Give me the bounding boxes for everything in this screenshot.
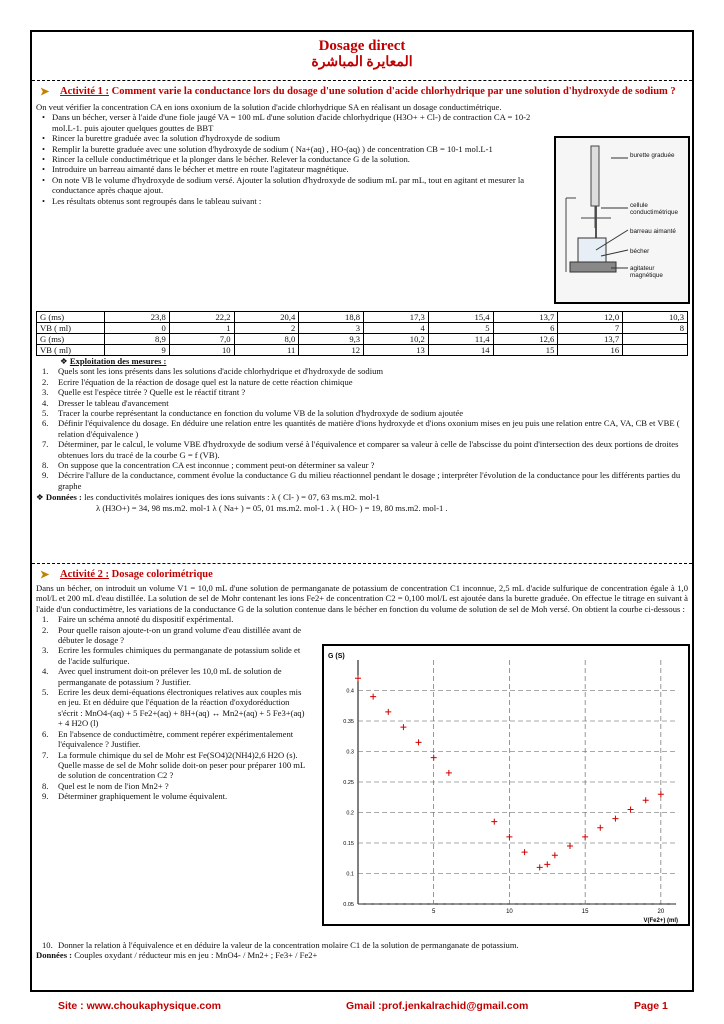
table-cell: 22,2 [169,312,234,323]
question-text: Ecrire l'équation de la réaction de dosage quel est la nature de cette réaction chimique [58,376,353,387]
activity-1-questions [36,366,688,491]
activity-1-text [36,102,550,206]
section-divider [32,80,692,81]
table-row [37,323,688,334]
question-item: 5. Tracer la courbe représentant la conductance en fonction du volume VB de la solution d'hydroxyde de sodium ajoutée [42,408,464,419]
data-point [522,849,528,855]
table-cell: 15,4 [428,312,493,323]
procedure-step: • Les résultats obtenus sont regroupés dans le tableau suivant : [42,196,550,206]
arrow-icon: ➤ [40,569,50,581]
data-point [400,724,406,730]
donnees-line-1: les conductivités molaires ioniques des ions suivants : λ ( Cl- ) = 07, 63 ms.m2. mol-1 [84,492,380,503]
question-item: 10. Donner la relation à l'équivalence et en déduire la valeur de la concentration molaire C1 de la solution de permanganate de potassium. [42,940,519,950]
table-cell: 18,8 [299,312,364,323]
question-text: Quel est le nom de l'ion Mn2+ ? [58,780,169,791]
question-item: 5. Ecrire les deux demi-équations électroniques relatives aux couples mis en jeu. Et en déduire que l'équation de la réaction d'oxydoréduction s'écrit : MnO4-(aq) + 5 Fe2+(aq) + 8H+(aq) ↔ Mn2+(aq) + 5 Fe3+(aq) + 4 H2O (l) [42,687,305,729]
data-point [612,816,618,822]
footer [30,997,694,1017]
question-text: Ecrire les deux demi-équations électroniques relatives aux couples mis en jeu. Et en déduire que l'équation de la réaction d'oxydoréduction s'écrit : MnO4-(aq) + 5 Fe2+(aq) + 8H+(aq) ↔ Mn2+(aq) + 5 Fe3+(aq) + 4 H2O (l) [58,687,305,729]
y-axis-label: G (S) [328,653,345,660]
question-item: 8. Quel est le nom de l'ion Mn2+ ? [42,780,169,791]
question-text: Décrire l'allure de la conductance, comment évolue la conductance G du milieu réactionnel pendant le dosage ; interpréter l'évolution de la conductance pour les différents parties du graphe [58,470,681,491]
activity-2-title [36,569,688,581]
question-text: Faire un schéma annoté du dispositif expérimental. [58,614,234,625]
donnees-label: Données : [45,492,82,503]
data-point [643,797,649,803]
question-text: Donner la relation à l'équivalence et en déduire la valeur de la concentration molaire C1 de la solution de permanganate de potassium. [58,940,519,950]
table-cell: 12,0 [558,312,623,323]
table-cell: 8 [623,323,688,334]
question-text: Ecrire les formules chimiques du permanganate de potassium solide et de l'acide sulfurique. [58,645,301,666]
y-tick-label: 0.05 [343,902,354,908]
question-item: 2. Ecrire l'équation de la réaction de dosage quel est la nature de cette réaction chimique [42,376,353,387]
question-text: Quels sont les ions présents dans les solutions d'acide chlorhydrique et d'hydroxyde de sodium [58,366,384,377]
y-tick-label: 0.35 [343,719,354,725]
figure-label-barreau: barreau aimanté [630,228,676,235]
table-cell: VB ( ml) [37,345,105,356]
title-arabic: المعايرة المباشرة [311,55,413,70]
y-tick-label: 0.15 [343,841,354,847]
question-text: En l'absence de conductimètre, comment repérer expérimentalement l'équivalence ? Justifier. [58,728,294,750]
question-item: 1. Quels sont les ions présents dans les solutions d'acide chlorhydrique et d'hydroxyde de sodium [42,366,384,377]
diamond-icon: ❖ [60,356,70,366]
conductance-chart-svg [324,646,688,924]
question-item: 7. La formule chimique du sel de Mohr est Fe(SO4)2(NH4)2,6 H2O (s). Quelle masse de sel de Mohr solide doit-on peser pour préparer 100 mL de solution de concentration C2 ? [42,749,305,781]
question-text: Avec quel instrument doit-on prélever les 10,0 mL de solution de permanganate de potassium ? Justifier. [58,666,282,687]
table-cell: 11,4 [428,334,493,345]
activity-2-label: Activité 2 : [60,569,109,580]
table-cell: 12,6 [493,334,558,345]
footer-site: Site : www.choukaphysique.com [58,1000,221,1012]
donnees-line-2: λ (H3O+) = 34, 98 ms.m2. mol-1 λ ( Na+ ) = 05, 01 ms.m2. mol-1 . λ ( HO- ) = 19, 80 ms.m2. mol-1 . [96,502,448,513]
table-cell [623,345,688,356]
data-point [552,852,558,858]
data-point [431,755,437,761]
table-cell: 17,3 [364,312,429,323]
table-cell: 0 [105,323,170,334]
activity-2-heading: Dosage colorimétrique [111,569,213,580]
activity-1-title [36,86,688,98]
table-cell: 3 [299,323,364,334]
table-cell: 13,7 [493,312,558,323]
donnees-label: Données : [36,950,73,961]
question-text: Tracer la courbe représentant la conductance en fonction du volume VB de la solution d'hydroxyde de sodium ajoutée [58,408,464,419]
data-point [385,709,391,715]
titration-setup-figure [554,136,690,304]
donnees-couples: Couples oxydant / réducteur mis en jeu : MnO4- / Mn2+ ; Fe3+ / Fe2+ [74,950,318,961]
procedure-step: • Rincer la cellule conductimétrique et la plonger dans le bécher. Relever la conductance G de la solution. [42,154,550,164]
question-item: 9. Décrire l'allure de la conductance, comment évolue la conductance G du milieu réactionnel pendant le dosage ; interpréter l'évolution de la conductance pour les différents parties du graphe [42,470,681,491]
figure-label-cellule: cellule conductimétrique [630,202,678,216]
table-cell: 10,3 [623,312,688,323]
exploitation-section [36,356,688,513]
y-tick-label: 0.2 [346,810,354,817]
figure-label-becher: bécher [630,248,650,255]
procedure-step: • Rincer la burettre graduée avec la solution d'hydroxyde de sodium [42,133,550,143]
table-cell: 10 [169,345,234,356]
question-text: La formule chimique du sel de Mohr est Fe(SO4)2(NH4)2,6 H2O (s). Quelle masse de sel de Mohr solide doit-on peser pour préparer 100 mL de solution de concentration C2 ? [58,749,305,781]
data-point [597,825,603,831]
table-cell: G (ms) [37,312,105,323]
table-cell: 5 [428,323,493,334]
x-tick-label: 20 [657,909,665,915]
footer-rule [30,990,694,992]
title-french: Dosage direct [318,38,406,54]
activity-2-end [36,940,688,961]
table-cell: 13 [364,345,429,356]
table-cell: G (ms) [37,334,105,345]
table-cell: 9,3 [299,334,364,345]
exploitation-title: Exploitation des mesures : [69,356,167,366]
data-point [370,694,376,700]
y-tick-label: 0.25 [343,780,354,786]
activity-2-intro: Dans un bécher, on introduit un volume V1 = 10,0 mL d'une solution de permanganate de potassium de concentration C1 inconnue, 2,5 mL d'acide sulfurique de concentration égale à 1,0 mol/L et 200 mL d'eau distillée. La solution de sel de Mohr contenant les ions Fe2+ de concentration C2 = 0,100 mol/L est ajoutée dans la burette graduée. On effectue le titrage en suivant à l'aide d'un conductimètre, les variations de la conductance G de la solution contenue dans le bécher en fonction du volume de solution de sel de Moh versé. On obtient la courbe ci-dessous : [36,583,688,614]
procedure-step: • Introduire un barreau aimanté dans le bécher et mettre en route l'agitateur magnétique. [42,164,550,174]
activity-2-final-question [36,940,688,950]
data-point [355,675,361,681]
data-point [582,834,588,840]
section-divider [32,563,692,564]
data-point [567,843,573,849]
procedure-step: • Dans un bécher, verser à l'aide d'une fiole jaugé VA = 100 mL d'une solution d'acide chlorhydrique (H3O+ + Cl-) de contraction CA = 10-2 mol.L-1. puis ajouter quelques gouttes de BBT [42,112,550,133]
x-tick-label: 10 [506,909,513,915]
table-cell: 8,0 [234,334,299,345]
footer-gmail: Gmail :prof.jenkalrachid@gmail.com [346,1000,529,1012]
arrow-icon: ➤ [40,86,50,98]
question-item: 4. Avec quel instrument doit-on prélever les 10,0 mL de solution de permanganate de potassium ? Justifier. [42,666,282,687]
data-point [658,791,664,797]
procedure-step: • On note VB le volume d'hydroxyde de sodium versé. Ajouter la solution d'hydroxyde de sodium mL par mL, tout en agitant et mesurer la conductance après chaque ajout. [42,175,550,196]
table-cell: 23,8 [105,312,170,323]
table-cell: 1 [169,323,234,334]
table-cell: 12 [299,345,364,356]
table-cell: 7 [558,323,623,334]
table-cell: 16 [558,345,623,356]
figure-label-agitateur: agitateur magnétique [630,265,663,279]
table-cell: 14 [428,345,493,356]
footer-page: Page 1 [634,1000,668,1012]
question-text: On suppose que la concentration CA est inconnue ; comment peut-on déterminer sa valeur ? [58,460,375,471]
activity-1-intro: On veut vérifier la concentration CA en ions oxonium de la solution d'acide chlorhydrique SA en réalisant un dosage conductimétrique. [36,102,502,112]
table-cell: 4 [364,323,429,334]
table-cell: 2 [234,323,299,334]
table-cell: 11 [234,345,299,356]
question-text: Déterminer graphiquement le volume équivalent. [58,791,228,802]
question-item: 2. Pour quelle raison ajoute-t-on un grand volume d'eau distillée avant de débuter le dosage ? [42,624,302,646]
x-axis-label: V(Fe2+) (ml) [643,918,678,924]
question-item: 7. Déterminer, par le calcul, le volume VBE d'hydroxyde de sodium versé à l'équivalence et comparer sa valeur à celle de l'abscisse du point d'intersection des deux portions de droites obtenues lors du tracé de la courbe G = f (VB). [42,439,679,460]
y-tick-label: 0.1 [346,871,354,878]
conductance-chart [322,644,690,926]
question-text: Déterminer, par le calcul, le volume VBE d'hydroxyde de sodium versé à l'équivalence et comparer sa valeur à celle de l'abscisse du point d'intersection des deux portions de droites obtenues lors du tracé de la courbe G = f (VB). [58,439,679,460]
question-item: 6. En l'absence de conductimètre, comment repérer expérimentalement l'équivalence ? Justifier. [42,728,294,750]
table-row [37,312,688,323]
y-tick-label: 0.4 [346,688,354,695]
table-cell: VB ( ml) [37,323,105,334]
table-cell: 8,9 [105,334,170,345]
y-tick-label: 0.3 [346,749,354,756]
question-text: Définir l'équivalence du dosage. En déduire une relation entre les quantités de matière d'ions hydroxyde et d'ions oxonium mises en jeu puis une relation entre CA, VA, CB et VBE ( relation d'équivalence ) [58,418,680,439]
procedure-list [36,112,550,206]
question-item: 1. Faire un schéma annoté du dispositif expérimental. [42,614,234,625]
x-tick-label: 15 [581,909,589,915]
procedure-step: • Remplir la burette graduée avec une solution d'hydroxyde de sodium ( Na+(aq) , HO-(aq) ) de concentration CB = 10-1 mol.L-1 [42,144,550,154]
data-point [628,806,634,812]
table-cell [623,334,688,345]
table-cell: 9 [105,345,170,356]
data-point [506,834,512,840]
data-point [446,770,452,776]
figure-label-burette: burette graduée [630,152,675,159]
data-point [416,739,422,745]
data-point [537,864,543,870]
question-item: 3. Quelle est l'espèce titrée ? Quelle est le réactif titrant ? [42,387,246,398]
table-row [37,345,688,356]
question-item: 3. Ecrire les formules chimiques du permanganate de potassium solide et de l'acide sulfurique. [42,645,301,666]
data-point [491,819,497,825]
question-text: Dresser le tableau d'avancement [58,397,169,408]
table-cell: 7,0 [169,334,234,345]
worksheet-page [30,30,694,992]
x-tick-label: 5 [432,909,436,915]
question-item: 9. Déterminer graphiquement le volume équivalent. [42,791,228,802]
diamond-icon: ❖ [36,492,46,503]
table-cell: 20,4 [234,312,299,323]
activity-1-label: Activité 1 : [60,86,109,97]
question-item: 8. On suppose que la concentration CA est inconnue ; comment peut-on déterminer sa valeur ? [42,460,375,471]
question-text: Quelle est l'espèce titrée ? Quelle est le réactif titrant ? [58,387,246,398]
table-cell: 15 [493,345,558,356]
results-table-wrap [36,311,688,356]
question-text: Pour quelle raison ajoute-t-on un grand volume d'eau distillée avant de débuter le dosage ? [58,624,302,646]
table-cell: 10,2 [364,334,429,345]
table-row [37,334,688,345]
activity-1-heading: Comment varie la conductance lors du dosage d'une solution d'acide chlorhydrique par une solution d'hydroxyde de sodium ? [111,86,676,97]
table-cell: 13,7 [558,334,623,345]
question-item: 4. Dresser le tableau d'avancement [42,397,169,408]
question-item: 6. Définir l'équivalence du dosage. En déduire une relation entre les quantités de matière d'ions hydroxyde et d'ions oxonium mises en jeu puis une relation entre CA, VA, CB et VBE ( relation d'équivalence ) [42,418,680,439]
activity-2-questions [36,614,308,801]
data-point [544,861,550,867]
table-cell: 6 [493,323,558,334]
results-table [36,311,688,356]
title-block [32,32,692,71]
